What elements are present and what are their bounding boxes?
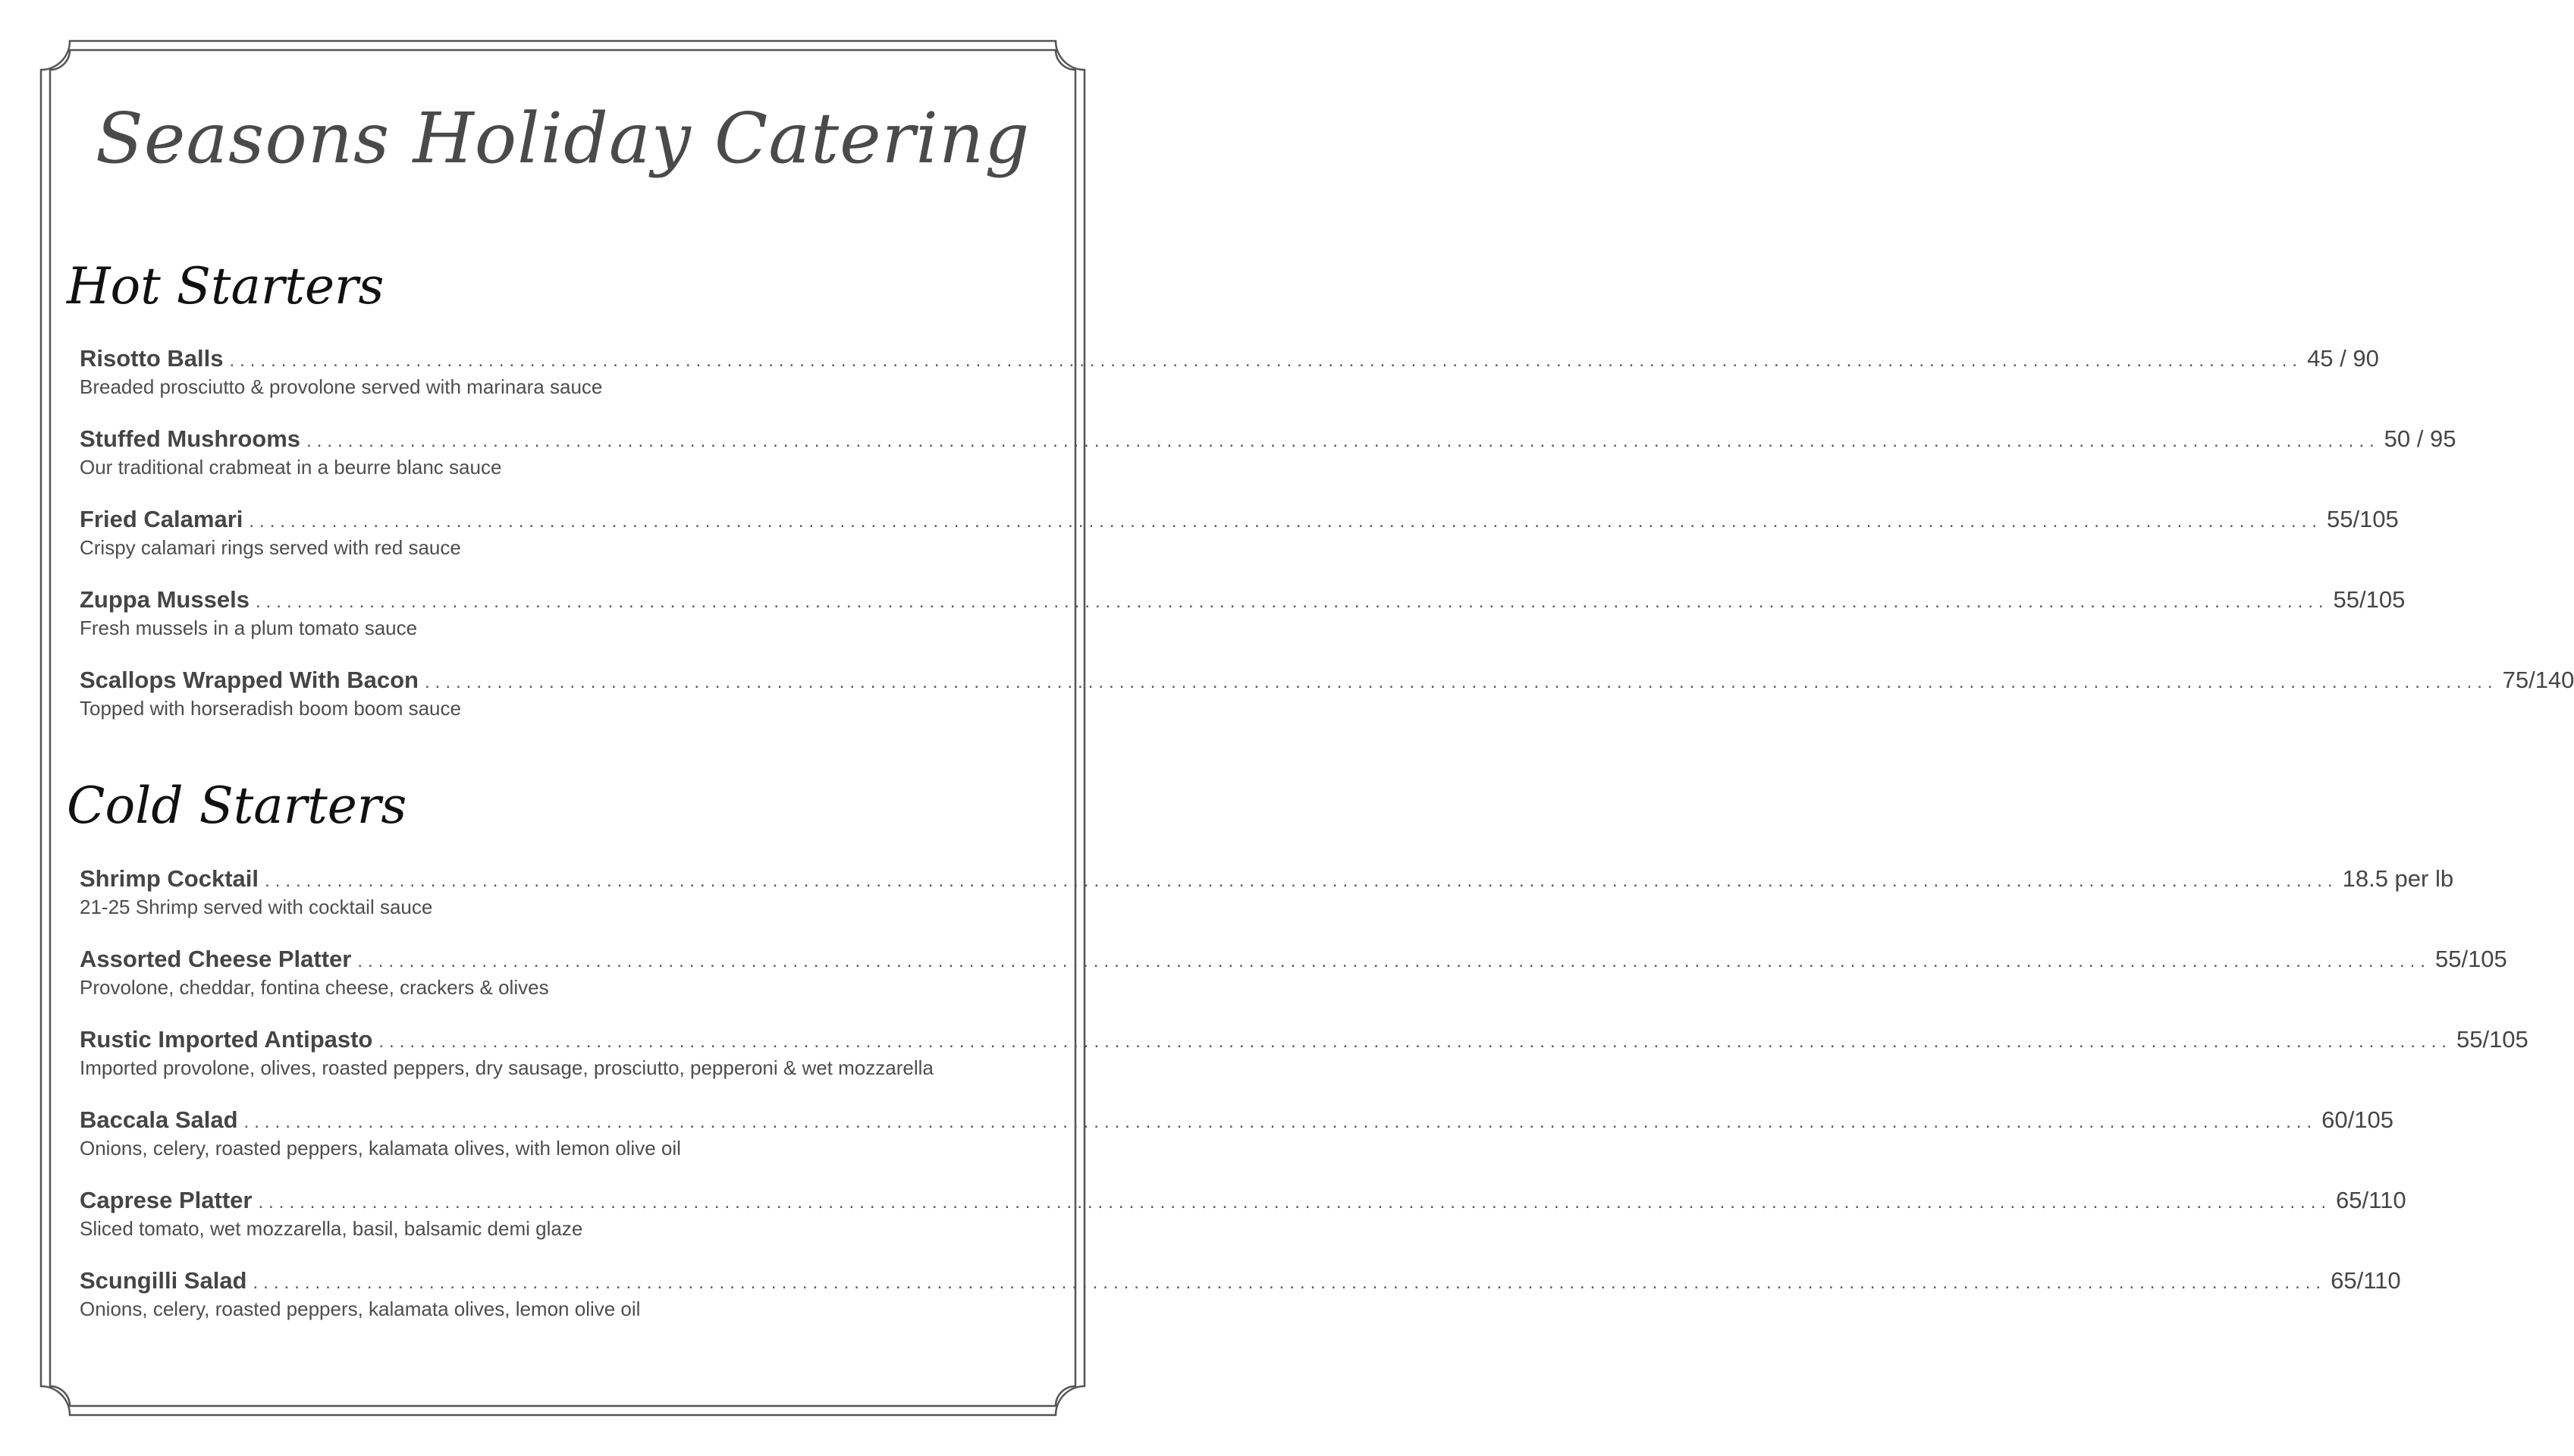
section-heading: Hot Starters [67, 257, 385, 315]
item-price: 45 / 90 [2307, 345, 2379, 372]
item-description: Onions, celery, roasted peppers, kalamata olives, lemon olive oil [80, 1298, 641, 1320]
item-description: Crispy calamari rings served with red sauce [80, 536, 461, 559]
menu-item [80, 585, 2406, 646]
item-price: 55/105 [2333, 586, 2406, 613]
item-name: Shrimp Cocktail [80, 865, 259, 892]
item-description: 21-25 Shrimp served with cocktail sauce [80, 896, 433, 918]
item-name: Scallops Wrapped With Bacon [80, 667, 419, 693]
menu-item [80, 425, 2456, 485]
menu-item [80, 666, 2574, 726]
item-description: Imported provolone, olives, roasted peppers, dry sausage, prosciutto, pepperoni & wet mozzarella [80, 1056, 934, 1079]
item-price: 65/110 [2336, 1187, 2406, 1213]
item-description: Topped with horseradish boom boom sauce [80, 697, 461, 720]
dot-leader: ........................................................................................................................................................................................................ [229, 350, 2303, 371]
item-price: 60/105 [2321, 1106, 2394, 1133]
item-price: 18.5 per lb [2342, 865, 2454, 892]
dot-leader: ........................................................................................................................................................................................................ [243, 1112, 2318, 1132]
dot-leader: ........................................................................................................................................................................................................ [265, 871, 2338, 891]
dot-leader: ........................................................................................................................................................................................................ [357, 951, 2431, 971]
menu-title: Seasons Holiday Catering [95, 98, 1031, 179]
menu-item [80, 1025, 2528, 1086]
menu-item [80, 1106, 2394, 1166]
item-name: Baccala Salad [80, 1106, 238, 1133]
item-name: Caprese Platter [80, 1187, 253, 1213]
dot-leader: ........................................................................................................................................................................................................ [255, 592, 2329, 612]
item-price: 75/140 [2502, 667, 2574, 693]
item-name: Assorted Cheese Platter [80, 946, 352, 972]
menu-item [80, 1266, 2401, 1327]
menu-item [80, 1186, 2406, 1247]
item-price: 65/110 [2331, 1267, 2401, 1294]
dot-leader: ........................................................................................................................................................................................................ [258, 1192, 2332, 1213]
dot-leader: ........................................................................................................................................................................................................ [306, 431, 2380, 451]
item-name: Risotto Balls [80, 345, 224, 372]
item-price: 50 / 95 [2384, 425, 2456, 452]
item-name: Stuffed Mushrooms [80, 425, 301, 452]
dot-leader: ........................................................................................................................................................................................................ [425, 672, 2498, 692]
item-description: Our traditional crabmeat in a beurre blanc sauce [80, 456, 502, 479]
dot-leader: ........................................................................................................................................................................................................ [249, 511, 2322, 532]
item-description: Fresh mussels in a plum tomato sauce [80, 617, 418, 639]
item-name: Zuppa Mussels [80, 586, 250, 613]
dot-leader: ........................................................................................................................................................................................................ [253, 1272, 2327, 1293]
item-name: Rustic Imported Antipasto [80, 1026, 373, 1053]
item-description: Provolone, cheddar, fontina cheese, crackers & olives [80, 976, 549, 999]
menu-item [80, 344, 2379, 405]
item-name: Scungilli Salad [80, 1267, 247, 1294]
item-price: 55/105 [2326, 506, 2399, 532]
menu-item [80, 864, 2454, 925]
item-description: Breaded prosciutto & provolone served with marinara sauce [80, 375, 603, 398]
menu-item [80, 945, 2507, 1006]
menu-item [80, 505, 2399, 566]
item-name: Fried Calamari [80, 506, 243, 532]
section-heading: Cold Starters [67, 777, 407, 835]
dot-leader: ........................................................................................................................................................................................................ [378, 1031, 2452, 1052]
item-description: Onions, celery, roasted peppers, kalamata olives, with lemon olive oil [80, 1137, 681, 1159]
item-price: 55/105 [2456, 1026, 2528, 1053]
item-description: Sliced tomato, wet mozzarella, basil, balsamic demi glaze [80, 1217, 583, 1240]
item-price: 55/105 [2434, 946, 2507, 972]
